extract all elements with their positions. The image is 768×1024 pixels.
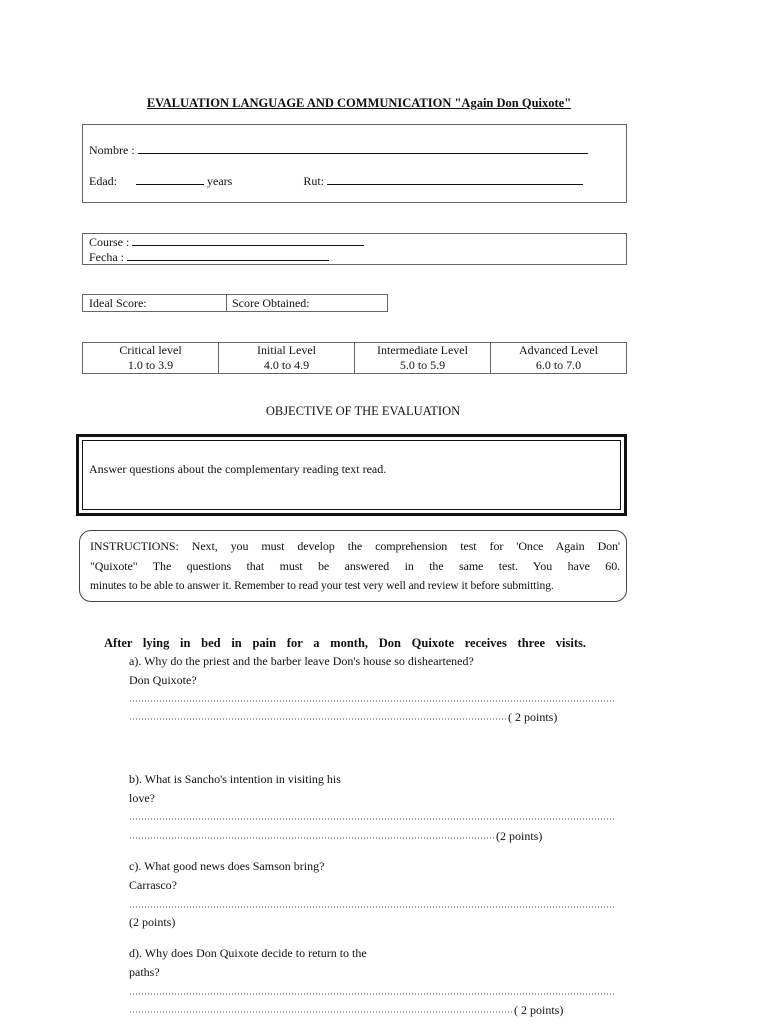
answer-line-b-2[interactable] bbox=[129, 835, 495, 841]
instructions-line-3: minutes to be able to answer it. Remember to read your test very well and review it before submitting. bbox=[90, 579, 554, 592]
age-unit: years bbox=[207, 174, 233, 188]
answer-line-b-1[interactable] bbox=[129, 816, 616, 822]
answer-line-a-2[interactable] bbox=[129, 716, 507, 722]
question-d bbox=[129, 944, 367, 982]
question-c-text-2: Carrasco? bbox=[129, 878, 177, 892]
course-label: Course : bbox=[89, 235, 130, 249]
name-label: Nombre : bbox=[89, 143, 135, 157]
level-range: 5.0 to 5.9 bbox=[399, 358, 446, 372]
level-cell bbox=[491, 343, 627, 374]
date-label: Fecha : bbox=[89, 250, 124, 264]
level-range: 6.0 to 7.0 bbox=[535, 358, 582, 372]
rut-label: Rut: bbox=[303, 174, 324, 188]
question-d-text-2: paths? bbox=[129, 965, 160, 979]
question-a-text-2: Don Quixote? bbox=[129, 673, 197, 687]
question-b-text: b). What is Sancho's intention in visiting his bbox=[129, 772, 341, 786]
levels-table bbox=[82, 342, 627, 374]
level-name: Intermediate Level bbox=[377, 343, 468, 357]
rut-field[interactable] bbox=[327, 172, 583, 185]
question-a-text: a). Why do the priest and the barber leave Don's house so disheartened? bbox=[129, 654, 474, 668]
intro-text: After lying in bed in pain for a month, Don Quixote receives three visits. bbox=[104, 636, 586, 650]
date-row bbox=[89, 249, 329, 265]
question-c-text: c). What good news does Samson bring? bbox=[129, 859, 325, 873]
question-b-points: (2 points) bbox=[496, 829, 543, 843]
level-cell bbox=[355, 343, 491, 374]
course-field[interactable] bbox=[132, 234, 364, 246]
score-box bbox=[82, 294, 388, 312]
level-name: Critical level bbox=[119, 343, 182, 357]
level-cell bbox=[219, 343, 355, 374]
age-field[interactable] bbox=[136, 172, 204, 185]
score-divider bbox=[226, 295, 227, 311]
answer-line-a-1[interactable] bbox=[129, 698, 616, 704]
question-c bbox=[129, 857, 324, 895]
question-a bbox=[129, 652, 474, 690]
ideal-score-label: Ideal Score: bbox=[89, 296, 147, 310]
question-d-text: d). Why does Don Quixote decide to return to the bbox=[129, 946, 367, 960]
course-box bbox=[82, 233, 627, 265]
level-name: Advanced Level bbox=[519, 343, 598, 357]
answer-line-d-1[interactable] bbox=[129, 991, 616, 997]
score-obtained-label: Score Obtained: bbox=[232, 296, 310, 310]
question-b-text-2: love? bbox=[129, 791, 155, 805]
objective-heading: OBJECTIVE OF THE EVALUATION bbox=[265, 404, 461, 418]
instructions-line-1: INSTRUCTIONS: Next, you must develop the comprehension test for 'Once Again Don' bbox=[90, 539, 620, 553]
instructions-box bbox=[79, 530, 627, 602]
answer-line-c-1[interactable] bbox=[129, 904, 616, 910]
level-range: 4.0 to 4.9 bbox=[263, 358, 310, 372]
question-b bbox=[129, 770, 341, 808]
student-info-box bbox=[82, 124, 627, 203]
page-title: EVALUATION LANGUAGE AND COMMUNICATION "Again Don Quixote" bbox=[146, 96, 572, 110]
answer-line-d-2[interactable] bbox=[129, 1009, 513, 1015]
level-name: Initial Level bbox=[257, 343, 316, 357]
age-row bbox=[89, 172, 619, 189]
name-field[interactable] bbox=[138, 141, 588, 154]
instructions-line-2: "Quixote" The questions that must be answered in the same test. You have 60. bbox=[90, 558, 620, 573]
question-d-points: ( 2 points) bbox=[514, 1003, 564, 1017]
objective-text: Answer questions about the complementary reading text read. bbox=[89, 462, 387, 476]
level-cell bbox=[83, 343, 219, 374]
question-a-points: ( 2 points) bbox=[508, 710, 558, 724]
age-label: Edad: bbox=[89, 174, 117, 188]
course-row bbox=[89, 234, 364, 250]
name-row bbox=[89, 141, 619, 158]
date-field[interactable] bbox=[127, 249, 329, 261]
objective-box bbox=[76, 434, 627, 516]
level-range: 1.0 to 3.9 bbox=[127, 358, 174, 372]
question-c-points: (2 points) bbox=[129, 915, 176, 929]
